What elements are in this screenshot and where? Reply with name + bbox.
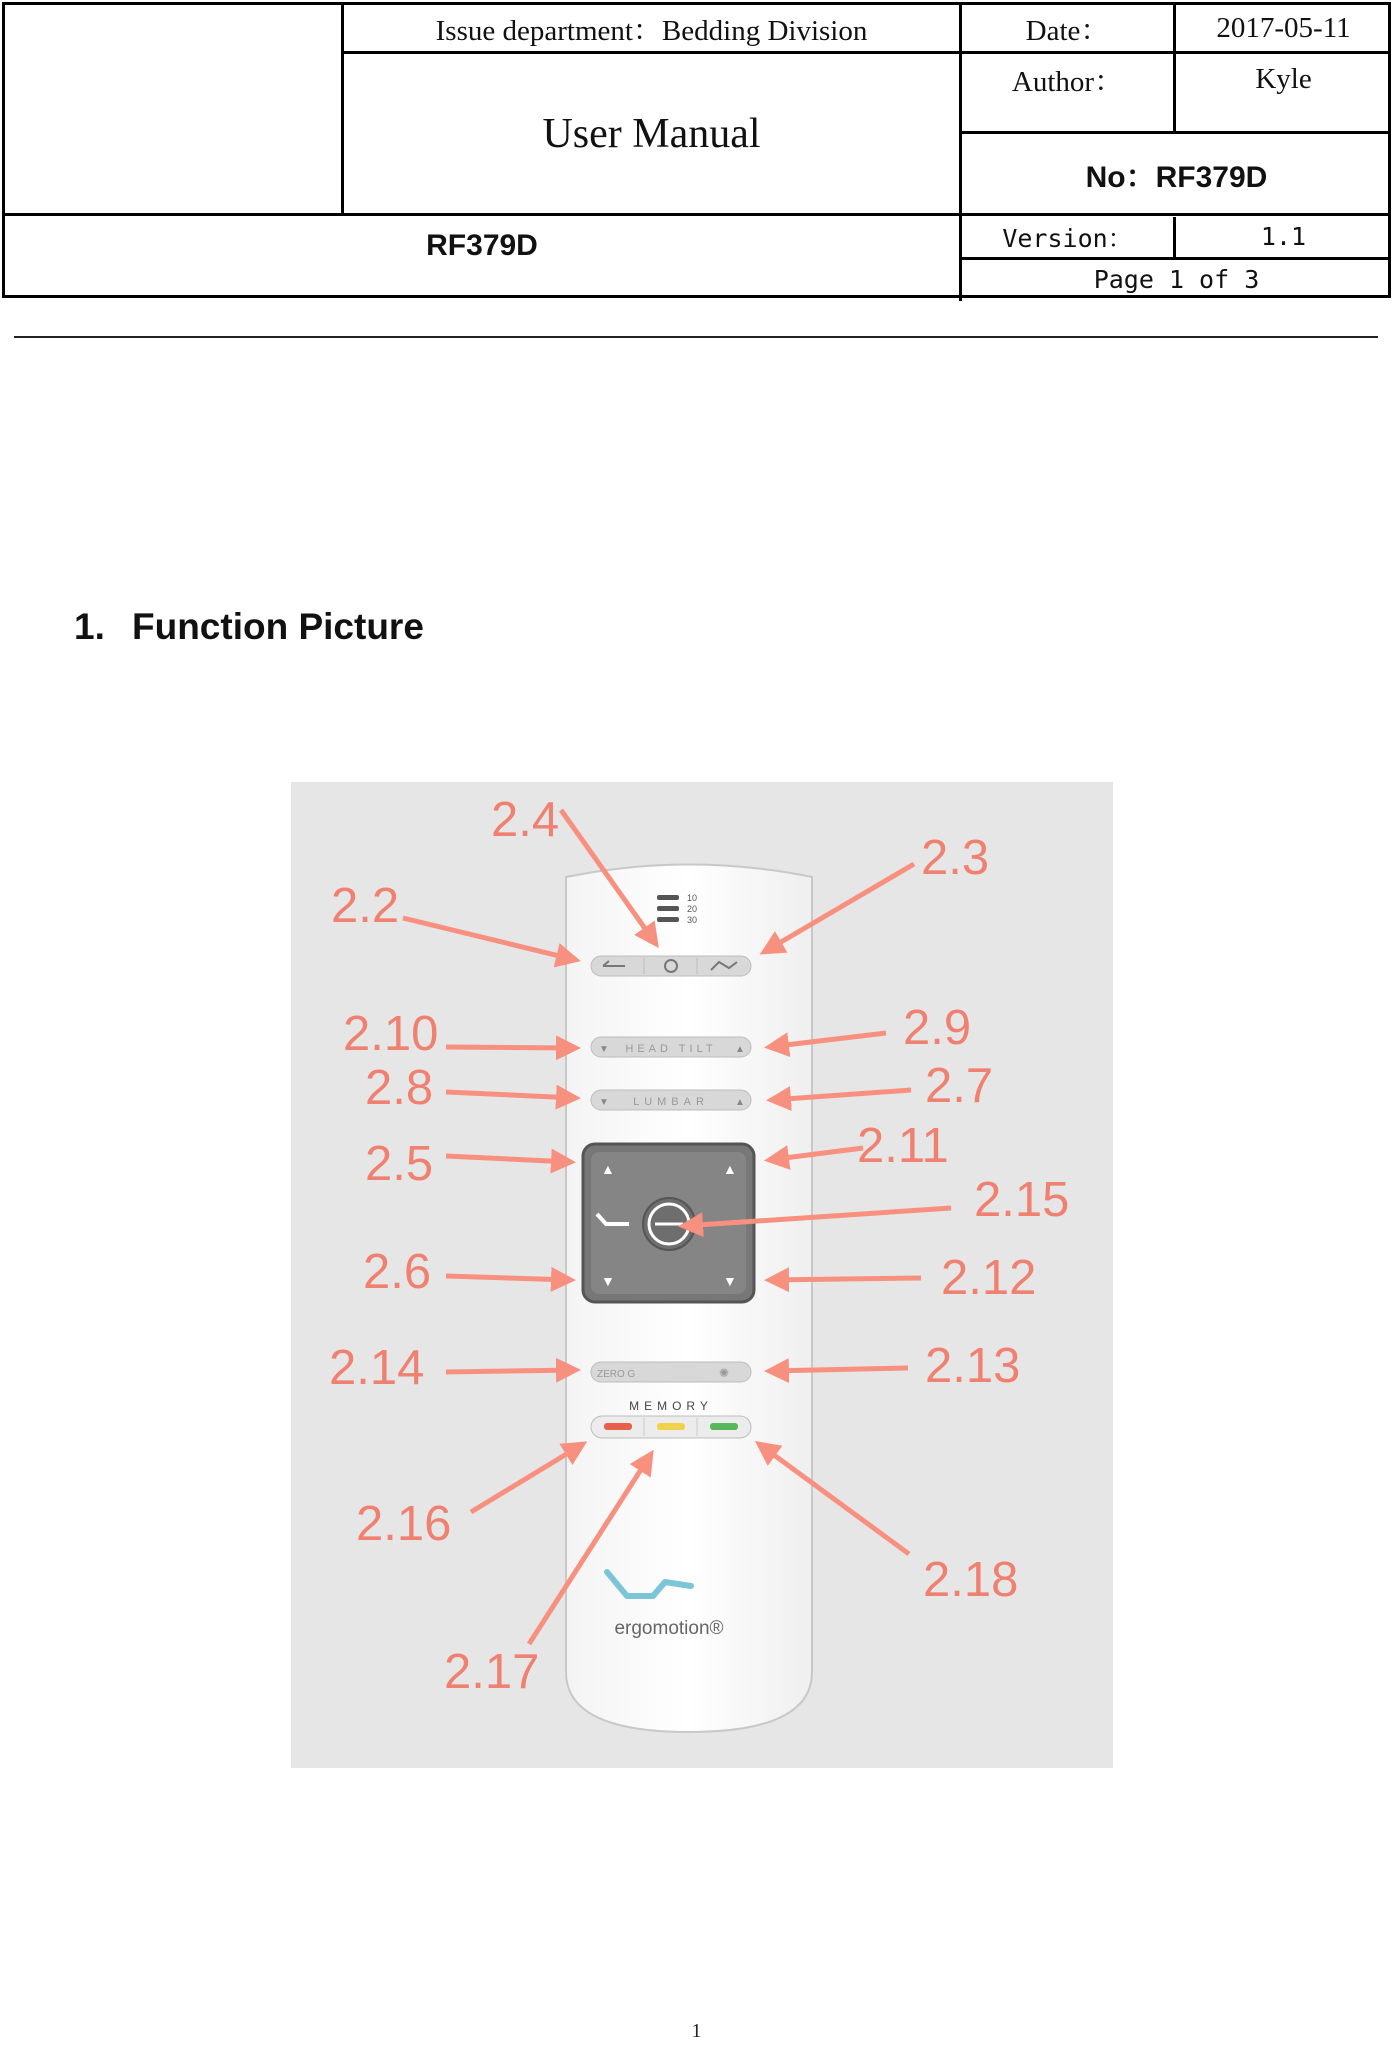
callout-2-18: 2.18 <box>923 1553 1019 1607</box>
memory-2-indicator <box>657 1423 685 1430</box>
version-value: 1.1 <box>1260 222 1307 251</box>
callout-2-4: 2.4 <box>491 793 560 847</box>
dpad-up-left: ▲ <box>601 1163 615 1178</box>
lumbar-down-arrow: ▼ <box>599 1097 609 1108</box>
callout-2-11: 2.11 <box>857 1119 949 1173</box>
arrow-2-12 <box>769 1278 921 1280</box>
dpad-down-left: ▼ <box>601 1275 615 1290</box>
level-label-10: 10 <box>687 893 698 903</box>
brand-name: ergomotion® <box>614 1618 724 1639</box>
date-value: 2017-05-11 <box>1216 11 1351 44</box>
callout-2-15: 2.15 <box>974 1173 1070 1227</box>
arrow-2-13 <box>769 1368 908 1371</box>
callout-2-13: 2.13 <box>925 1339 1021 1393</box>
date-label: Date： <box>1025 14 1110 47</box>
memory-1-indicator <box>604 1423 632 1430</box>
level-label-30: 30 <box>687 915 698 925</box>
callout-2-16: 2.16 <box>356 1497 452 1551</box>
callout-2-12: 2.12 <box>941 1251 1037 1305</box>
callout-2-10: 2.10 <box>343 1007 439 1061</box>
level-bar-2 <box>657 906 679 911</box>
level-label-20: 20 <box>687 904 698 914</box>
model-name: RF379D <box>426 229 538 262</box>
callout-2-17: 2.17 <box>444 1645 540 1699</box>
arrow-2-2 <box>403 918 576 960</box>
memory-label: MEMORY <box>629 1399 713 1413</box>
arrow-2-14 <box>446 1370 576 1372</box>
level-bar-1 <box>657 895 679 900</box>
arrow-2-10 <box>446 1047 576 1048</box>
callout-2-7: 2.7 <box>925 1059 994 1113</box>
arrow-2-8 <box>446 1092 576 1098</box>
section-number: 1. <box>74 606 105 647</box>
callout-2-9: 2.9 <box>903 1001 972 1055</box>
memory-3-indicator <box>710 1423 738 1430</box>
callout-2-5: 2.5 <box>365 1137 434 1191</box>
author-value: Kyle <box>1255 62 1312 95</box>
arrow-2-5 <box>446 1156 571 1162</box>
callout-2-8: 2.8 <box>365 1061 434 1115</box>
section-heading <box>74 606 424 648</box>
callout-2-2: 2.2 <box>331 879 400 933</box>
document-title: User Manual <box>542 110 761 157</box>
header-rule <box>14 336 1378 338</box>
author-label: Author： <box>1011 65 1124 98</box>
head-tilt-up-arrow: ▲ <box>735 1044 745 1055</box>
light-icon: ✺ <box>719 1366 730 1380</box>
version-label: Version： <box>1002 223 1133 253</box>
arrow-2-6 <box>446 1276 571 1280</box>
level-bar-3 <box>657 917 679 922</box>
head-tilt-down-arrow: ▼ <box>599 1044 609 1055</box>
lumbar-label: LUMBAR <box>633 1096 709 1108</box>
page-number: 1 <box>691 2020 702 2042</box>
dpad-down-right: ▼ <box>723 1275 737 1290</box>
document-number: No：RF379D <box>1085 160 1268 194</box>
callout-2-6: 2.6 <box>363 1245 432 1299</box>
lumbar-up-arrow: ▲ <box>735 1097 745 1108</box>
issue-department: Issue department：Bedding Division <box>435 14 868 47</box>
dpad-up-right: ▲ <box>723 1163 737 1178</box>
zero-g-label: ZERO G <box>597 1369 636 1380</box>
page-info: Page 1 of 3 <box>1093 264 1260 294</box>
section-title: Function Picture <box>132 606 424 647</box>
head-tilt-label: HEAD TILT <box>625 1043 717 1055</box>
callout-2-3: 2.3 <box>921 831 990 885</box>
callout-2-14: 2.14 <box>329 1341 425 1395</box>
document-header-table <box>2 2 1391 298</box>
function-picture-figure <box>291 782 1113 1768</box>
